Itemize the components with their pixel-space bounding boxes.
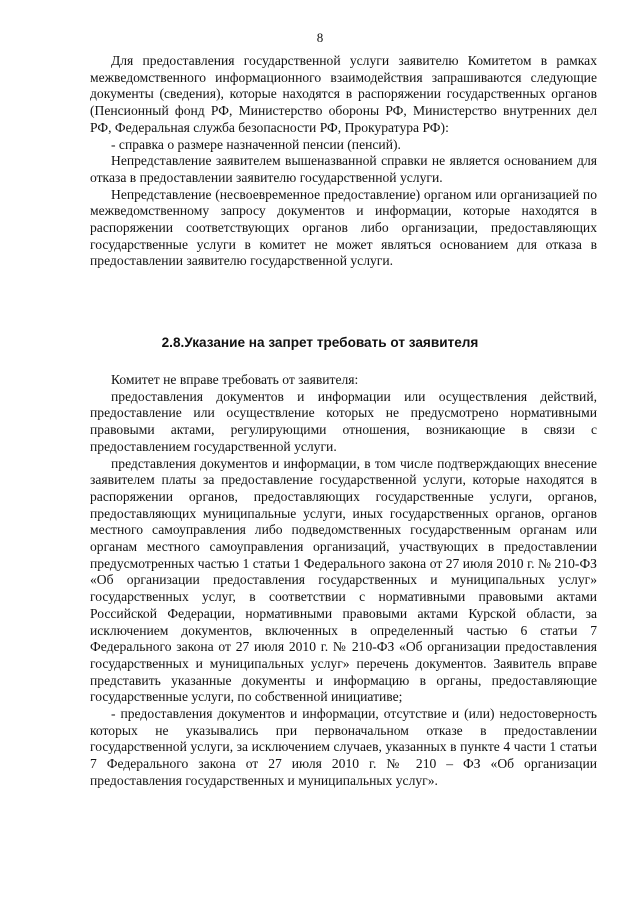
paragraph: Непредставление (несвоевременное предоставление) органом или организацией по межведомственному запросу документов и информации, которые находятся в распоряжении соответствующих органов либо организации, предоставляющих государственные услуги в комитет не может являться основанием для отказа в предоставлении заявителю государственной услуги. [90,186,597,269]
paragraph: - справка о размере назначенной пенсии (пенсий). [111,136,401,152]
paragraph: представления документов и информации, в том числе подтверждающих внесение заявителем платы за предоставление государственной услуги, которые находятся в распоряжении органов, предоставляющих государственные услуги, органов, предоставляющих муниципальные услуги, иных государственных органов, органов местного самоуправления либо подведомственных государственным органам или органам местного самоуправления организаций, участвующих в предоставлении предусмотренных частью 1 статьи 1 Федерального закона от 27 июля 2010 г. № 210-ФЗ «Об организации предоставления государственных и муниципальных услуг» государственных услуг, в соответствии с нормативными правовыми актами Российской Федерации, нормативными правовыми актами Курской области, за исключением документов, включенных в определенный частью 6 статьи 7 Федерального закона от 27 июля 2010 г. № 210-ФЗ «Об организации предоставления государственных и муниципальных услуг» перечень документов. Заявитель вправе представить указанные документы и информацию в органы, предоставляющие государственные услуги, по собственной инициативе; [90,455,597,705]
paragraph: предоставления документов и информации или осуществления действий, предоставление или осуществление которых не предусмотрено нормативными правовыми актами, регулирующими отношения, возникающие в связи с предоставлением государственной услуги. [90,388,597,454]
paragraph: Непредставление заявителем вышеназванной справки не является основанием для отказа в предоставлении заявителю государственной услуги. [90,153,597,185]
section-2-text [90,372,597,790]
paragraph: Для предоставления государственной услуги заявителю Комитетом в рамках межведомственного информационного взаимодействия запрашиваются следующие документы (сведения), которые находятся в распоряжении государственных органов (Пенсионный фонд РФ, Министерство обороны РФ, Министерство внутренних дел РФ, Федеральная служба безопасности РФ, Прокуратура РФ): [90,53,597,135]
page-number: 8 [316,30,324,45]
section-heading: 2.8.Указание на запрет требовать от заявителя [161,335,479,350]
paragraph: - предоставления документов и информации, отсутствие и (или) недостоверность которых не указывались при первоначальном отказе в предоставлении государственной услуги, за исключением случаев, указанных в пункте 4 части 1 статьи 7 Федерального закона от 27 июля 2010 г. № 210 – ФЗ «Об организации предоставления государственных и муниципальных услуг». [90,706,597,788]
paragraph: Комитет не вправе требовать от заявителя: [111,372,359,387]
section-1-text [90,53,597,270]
